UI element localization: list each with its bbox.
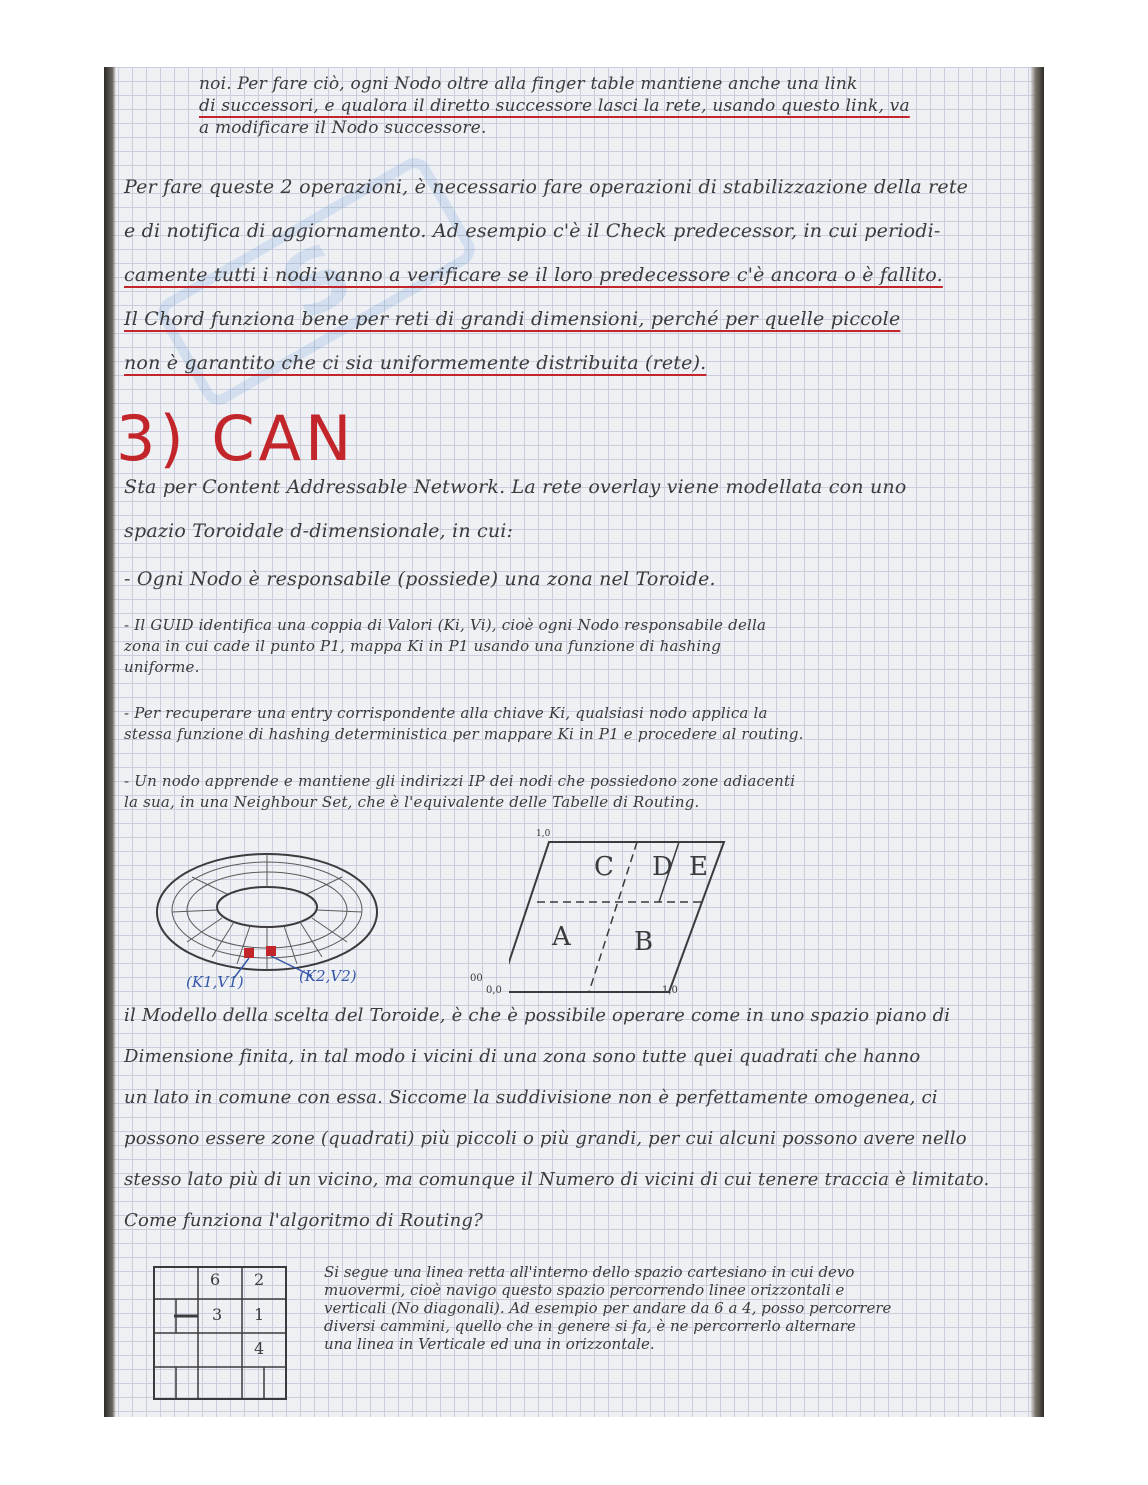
bullet-list xyxy=(124,771,1024,813)
paragraph-1 xyxy=(199,73,1024,139)
text-line: di successori, e qualora il diretto successore lasci la rete, usando questo link, va xyxy=(199,96,910,116)
text-line: Il Chord funziona bene per reti di grandi dimensioni, perché per quelle piccole xyxy=(124,308,901,330)
list-item: - Il GUID identifica una coppia di Valori (Ki, Vi), cioè ogni Nodo responsabile della xyxy=(124,616,767,634)
text-line: a modificare il Nodo successore. xyxy=(199,118,487,138)
cell-number-6: 6 xyxy=(210,1270,221,1289)
paragraph-5 xyxy=(324,1263,1024,1353)
list-item: la sua, in una Neighbour Set, che è l'equivalente delle Tabelle di Routing. xyxy=(124,793,700,811)
section-heading: 3) CAN xyxy=(116,402,356,475)
text-line: stesso lato più di un vicino, ma comunque il Numero di vicini di cui tenere traccia è limitato. xyxy=(124,1169,990,1190)
paragraph-3 xyxy=(124,465,1024,553)
list-item: - Ogni Nodo è responsabile (possiede) una zona nel Toroide. xyxy=(124,568,716,590)
text-line: non è garantito che ci sia uniformemente distribuita (rete). xyxy=(124,352,707,374)
text-line: spazio Toroidale d-dimensionale, in cui: xyxy=(124,520,514,542)
zone-label-d: D xyxy=(652,852,673,882)
zone-label-b: B xyxy=(634,927,654,957)
text-line: Dimensione finita, in tal modo i vicini di una zona sono tutte quei quadrati che hanno xyxy=(124,1046,921,1067)
text-line: possono essere zone (quadrati) più piccoli o più grandi, per cui alcuni possono avere nello xyxy=(124,1128,967,1149)
text-line: Sta per Content Addressable Network. La rete overlay viene modellata con uno xyxy=(124,476,907,498)
text-line: camente tutti i nodi vanno a verificare se il loro predecessore c'è ancora o è fallito. xyxy=(124,264,943,286)
list-item: - Per recuperare una entry corrispondente alla chiave Ki, qualsiasi nodo applica la xyxy=(124,704,768,722)
cell-number-2: 2 xyxy=(254,1270,265,1289)
corner-label-right: 1,0 xyxy=(662,985,678,996)
cell-number-1: 1 xyxy=(254,1305,265,1324)
list-item: uniforme. xyxy=(124,658,200,676)
text-line: muovermi, cioè navigo questo spazio percorrendo linee orizzontali e xyxy=(324,1281,845,1299)
bullet-list xyxy=(124,703,1024,745)
text-line: Per fare queste 2 operazioni, è necessario fare operazioni di stabilizzazione della rete xyxy=(124,176,969,198)
text-line: una linea in Verticale ed una in orizzontale. xyxy=(324,1335,655,1353)
text-line: diversi cammini, quello che in genere si fa, è ne percorrerlo alternare xyxy=(324,1317,856,1335)
text-line: e di notifica di aggiornamento. Ad esempio c'è il Check predecessor, in cui periodi- xyxy=(124,220,941,242)
paragraph-4 xyxy=(124,995,1024,1241)
zone-label-c: C xyxy=(594,852,614,882)
text-line: il Modello della scelta del Toroide, è che è possibile operare come in uno spazio piano di xyxy=(124,1005,951,1026)
list-item: - Un nodo apprende e mantiene gli indirizzi IP dei nodi che possiedono zone adiacenti xyxy=(124,772,796,790)
notebook-page-photo xyxy=(104,67,1044,1417)
text-line: Come funziona l'algoritmo di Routing? xyxy=(124,1210,483,1231)
bullet-list xyxy=(124,557,1024,601)
zone-label-a: A xyxy=(552,922,571,952)
paragraph-2 xyxy=(124,165,1024,385)
text-line: un lato in comune con essa. Siccome la suddivisione non è perfettamente omogenea, ci xyxy=(124,1087,938,1108)
list-item: zona in cui cade il punto P1, mappa Ki in P1 usando una funzione di hashing xyxy=(124,637,722,655)
text-line: verticali (No diagonali). Ad esempio per andare da 6 a 4, posso percorrere xyxy=(324,1299,892,1317)
torus-label-k2v2: (K2,V2) xyxy=(299,967,357,985)
corner-label-top: 1,0 xyxy=(536,829,551,839)
routing-path-diagram xyxy=(152,1265,292,1405)
text-line: noi. Per fare ciò, ogni Nodo oltre alla finger table mantiene anche una link xyxy=(199,74,858,94)
cell-number-3: 3 xyxy=(212,1305,223,1324)
zone-label-e: E xyxy=(689,852,708,882)
corner-label-origin-2: 0,0 xyxy=(486,985,502,996)
cell-number-4: 4 xyxy=(254,1339,265,1358)
svg-text:S: S xyxy=(265,223,369,341)
torus-label-k1v1: (K1,V1) xyxy=(186,973,244,991)
text-line: Si segue una linea retta all'interno dello spazio cartesiano in cui devo xyxy=(324,1263,855,1281)
bullet-list xyxy=(124,615,1024,678)
corner-label-origin: 00 xyxy=(470,973,483,984)
list-item: stessa funzione di hashing deterministica per mappare Ki in P1 e procedere al routing. xyxy=(124,725,804,743)
